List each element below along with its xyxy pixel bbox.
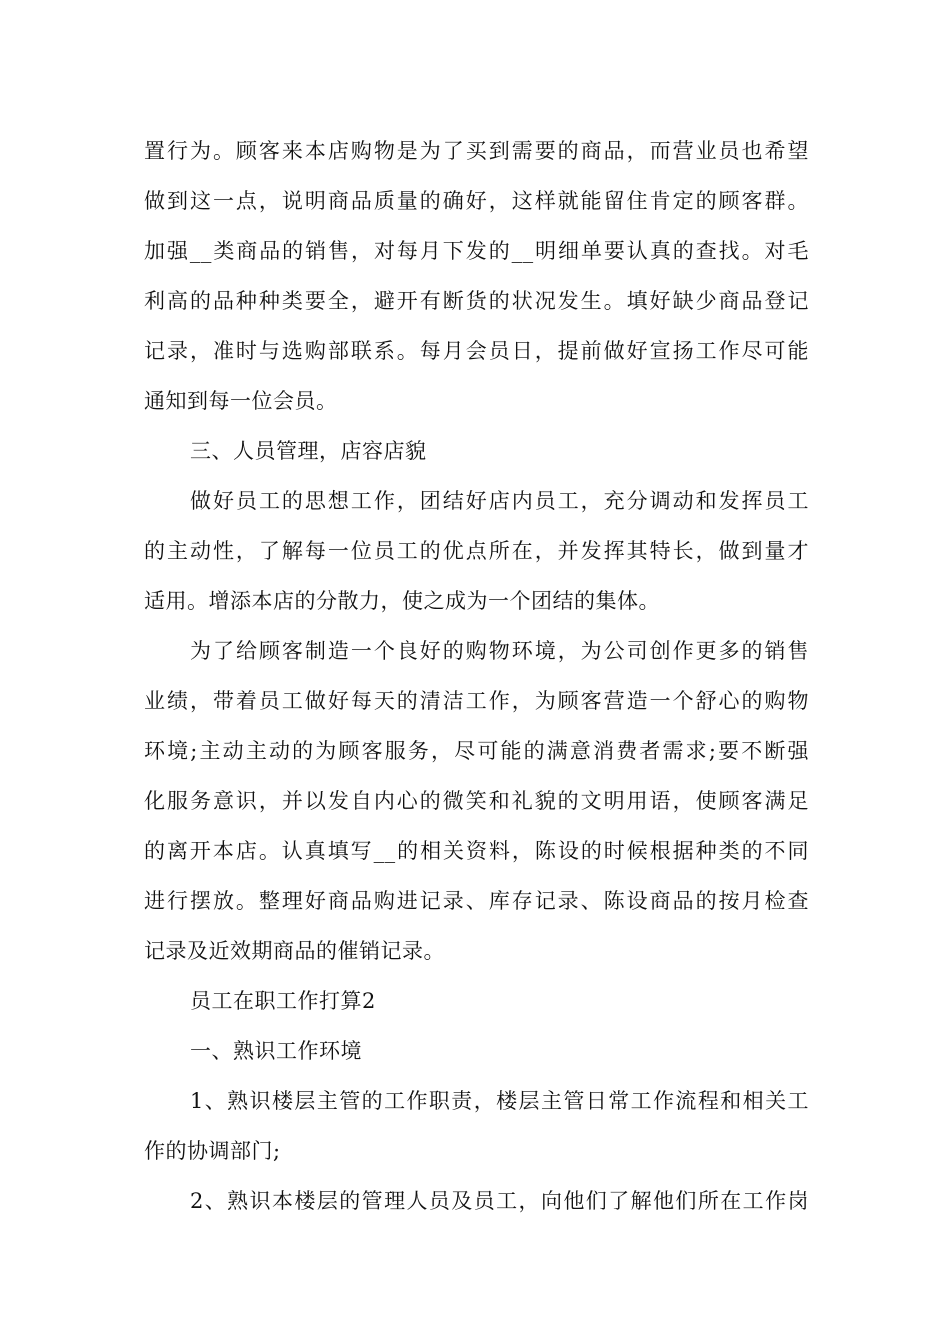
paragraph-continuation xyxy=(144,126,809,426)
text-line: 加强__类商品的销售，对每月下发的__明细单要认真的查找。对毛 xyxy=(144,239,809,263)
text-line: 做好员工的思想工作，团结好店内员工，充分调动和发挥员工 xyxy=(190,489,809,513)
text-line: 通知到每一位会员。 xyxy=(144,389,338,413)
text-line: 的离开本店。认真填写__的相关资料，陈设的时候根据种类的不同 xyxy=(144,839,809,863)
text-line: 置行为。顾客来本店购物是为了买到需要的商品，而营业员也希望 xyxy=(144,139,809,163)
document-body xyxy=(144,126,809,1226)
text-line: 1、熟识楼层主管的工作职责，楼层主管日常工作流程和相关工 xyxy=(190,1089,809,1113)
text-line: 利高的品种种类要全，避开有断货的状况发生。填好缺少商品登记 xyxy=(144,289,809,313)
paragraph-staff-work xyxy=(144,476,809,626)
text-line: 做到这一点，说明商品质量的确好，这样就能留住肯定的顾客群。 xyxy=(144,189,809,213)
text-line: 2、熟识本楼层的管理人员及员工，向他们了解他们所在工作岗 xyxy=(190,1189,809,1213)
paragraph-shopping-environment xyxy=(144,626,809,976)
heading-text: 一、熟识工作环境 xyxy=(190,1039,362,1063)
list-item-1 xyxy=(144,1076,809,1176)
text-line: 为了给顾客制造一个良好的购物环境，为公司创作更多的销售 xyxy=(190,639,809,663)
text-line: 业绩，带着员工做好每天的清洁工作，为顾客营造一个舒心的购物 xyxy=(144,689,809,713)
text-line: 环境;主动主动的为顾客服务，尽可能的满意消费者需求;要不断强 xyxy=(144,739,809,763)
title-text: 员工在职工作打算2 xyxy=(190,989,376,1013)
text-line: 化服务意识，并以发自内心的微笑和礼貌的文明用语，使顾客满足 xyxy=(144,789,809,813)
section-heading-1 xyxy=(144,1026,809,1076)
text-line: 的主动性，了解每一位员工的优点所在，并发挥其特长，做到量才 xyxy=(144,539,809,563)
section-title-2 xyxy=(144,976,809,1026)
text-line: 作的协调部门; xyxy=(144,1139,281,1163)
text-line: 记录，准时与选购部联系。每月会员日，提前做好宣扬工作尽可能 xyxy=(144,339,809,363)
text-line: 记录及近效期商品的催销记录。 xyxy=(144,939,445,963)
heading-text: 三、人员管理，店容店貌 xyxy=(190,439,427,463)
text-line: 进行摆放。整理好商品购进记录、库存记录、陈设商品的按月检查 xyxy=(144,889,809,913)
section-heading-3 xyxy=(144,426,809,476)
text-line: 适用。增添本店的分散力，使之成为一个团结的集体。 xyxy=(144,589,660,613)
list-item-2 xyxy=(144,1176,809,1226)
